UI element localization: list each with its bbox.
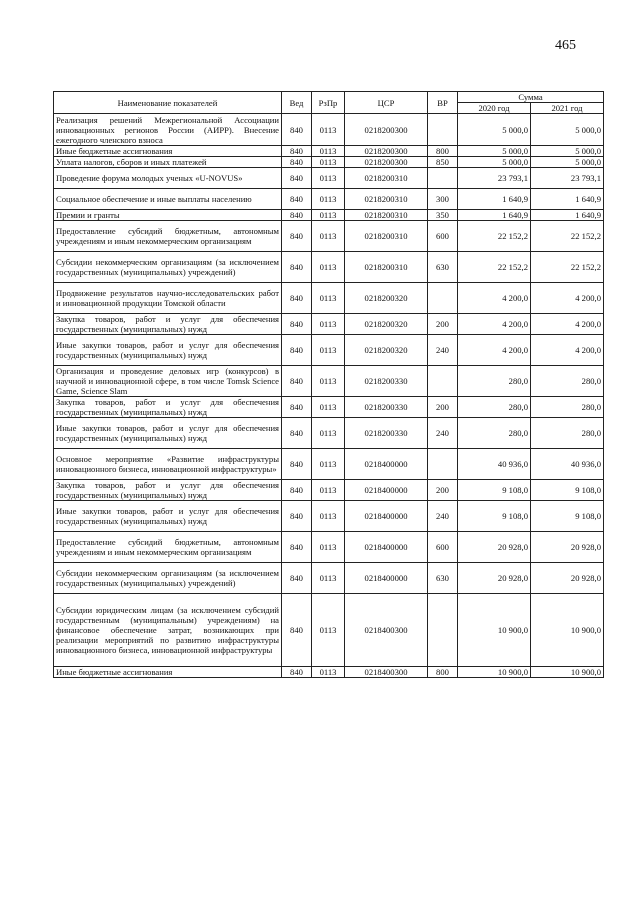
row-amount-2021: 4 200,0: [531, 314, 604, 335]
row-csr: 0218200310: [345, 168, 428, 189]
row-vr: 800: [428, 667, 458, 678]
row-amount-2020: 22 152,2: [458, 221, 531, 252]
row-csr: 0218200320: [345, 283, 428, 314]
row-name: Иные бюджетные ассигнования: [54, 146, 282, 157]
header-year-2020: 2020 год: [458, 103, 531, 114]
row-rzpr: 0113: [312, 168, 345, 189]
row-amount-2020: 23 793,1: [458, 168, 531, 189]
table-row: [54, 114, 604, 146]
row-name: Субсидии юридическим лицам (за исключением субсидий государственным (муниципальным) учреждениям) на финансовое обеспечение затрат, возникающих при реализации мероприятий по развитию инфраструктуры инновационного бизнеса, инновационной инфраструктуры: [54, 594, 282, 667]
row-name: Основное мероприятие «Развитие инфраструктуры инновационного бизнеса, инновационной инфраструктуры»: [54, 449, 282, 480]
row-amount-2021: 5 000,0: [531, 157, 604, 168]
row-name: Предоставление субсидий бюджетным, автономным учреждениям и иным некоммерческим организациям: [54, 221, 282, 252]
row-vr: 630: [428, 563, 458, 594]
row-amount-2020: 4 200,0: [458, 335, 531, 366]
table-row: [54, 283, 604, 314]
row-amount-2021: 10 900,0: [531, 594, 604, 667]
row-csr: 0218400000: [345, 501, 428, 532]
header-ved: Вед: [282, 92, 312, 114]
row-amount-2021: 5 000,0: [531, 146, 604, 157]
row-name: Иные бюджетные ассигнования: [54, 667, 282, 678]
budget-table: [53, 91, 604, 678]
row-ved: 840: [282, 449, 312, 480]
row-ved: 840: [282, 501, 312, 532]
table-row: [54, 563, 604, 594]
row-vr: 240: [428, 501, 458, 532]
row-name: Иные закупки товаров, работ и услуг для обеспечения государственных (муниципальных) нужд: [54, 335, 282, 366]
table-row: [54, 667, 604, 678]
row-amount-2021: 10 900,0: [531, 667, 604, 678]
row-ved: 840: [282, 335, 312, 366]
table-row: [54, 168, 604, 189]
row-rzpr: 0113: [312, 563, 345, 594]
row-csr: 0218200330: [345, 418, 428, 449]
row-ved: 840: [282, 168, 312, 189]
row-amount-2020: 4 200,0: [458, 314, 531, 335]
header-name: Наименование показателей: [54, 92, 282, 114]
row-name: Субсидии некоммерческим организациям (за исключением государственных (муниципальных) учреждений): [54, 252, 282, 283]
row-csr: 0218200310: [345, 210, 428, 221]
table-row: [54, 366, 604, 397]
row-vr: 200: [428, 480, 458, 501]
header-csr: ЦСР: [345, 92, 428, 114]
row-rzpr: 0113: [312, 366, 345, 397]
row-amount-2021: 5 000,0: [531, 114, 604, 146]
row-vr: 200: [428, 314, 458, 335]
row-ved: 840: [282, 252, 312, 283]
table-row: [54, 146, 604, 157]
row-csr: 0218200310: [345, 189, 428, 210]
row-csr: 0218200300: [345, 114, 428, 146]
row-name: Социальное обеспечение и иные выплаты населению: [54, 189, 282, 210]
row-vr: [428, 449, 458, 480]
row-ved: 840: [282, 157, 312, 168]
row-amount-2021: 4 200,0: [531, 283, 604, 314]
row-amount-2020: 1 640,9: [458, 189, 531, 210]
row-amount-2021: 1 640,9: [531, 189, 604, 210]
row-vr: 630: [428, 252, 458, 283]
row-rzpr: 0113: [312, 221, 345, 252]
row-amount-2021: 9 108,0: [531, 501, 604, 532]
row-csr: 0218200330: [345, 366, 428, 397]
header-rzpr: РзПр: [312, 92, 345, 114]
row-vr: 800: [428, 146, 458, 157]
row-rzpr: 0113: [312, 157, 345, 168]
row-name: Закупка товаров, работ и услуг для обеспечения государственных (муниципальных) нужд: [54, 397, 282, 418]
row-ved: 840: [282, 366, 312, 397]
row-amount-2020: 9 108,0: [458, 501, 531, 532]
row-amount-2020: 10 900,0: [458, 594, 531, 667]
table-row: [54, 210, 604, 221]
row-rzpr: 0113: [312, 501, 345, 532]
row-csr: 0218200310: [345, 252, 428, 283]
table-body: [54, 114, 604, 678]
row-ved: 840: [282, 418, 312, 449]
row-vr: 200: [428, 397, 458, 418]
row-amount-2020: 280,0: [458, 397, 531, 418]
row-amount-2020: 280,0: [458, 366, 531, 397]
row-amount-2020: 22 152,2: [458, 252, 531, 283]
row-ved: 840: [282, 283, 312, 314]
row-amount-2021: 280,0: [531, 397, 604, 418]
table-row: [54, 418, 604, 449]
row-amount-2021: 20 928,0: [531, 532, 604, 563]
row-csr: 0218400000: [345, 563, 428, 594]
row-ved: 840: [282, 146, 312, 157]
row-amount-2021: 23 793,1: [531, 168, 604, 189]
row-name: Закупка товаров, работ и услуг для обеспечения государственных (муниципальных) нужд: [54, 314, 282, 335]
table-row: [54, 189, 604, 210]
row-name: Закупка товаров, работ и услуг для обеспечения государственных (муниципальных) нужд: [54, 480, 282, 501]
row-rzpr: 0113: [312, 397, 345, 418]
row-name: Премии и гранты: [54, 210, 282, 221]
row-vr: 600: [428, 221, 458, 252]
row-rzpr: 0113: [312, 146, 345, 157]
row-csr: 0218400000: [345, 532, 428, 563]
row-name: Проведение форума молодых ученых «U-NOVUS»: [54, 168, 282, 189]
row-amount-2021: 9 108,0: [531, 480, 604, 501]
row-amount-2020: 1 640,9: [458, 210, 531, 221]
table-row: [54, 397, 604, 418]
row-csr: 0218400300: [345, 594, 428, 667]
row-rzpr: 0113: [312, 449, 345, 480]
row-amount-2021: 40 936,0: [531, 449, 604, 480]
row-amount-2020: 20 928,0: [458, 563, 531, 594]
row-ved: 840: [282, 210, 312, 221]
row-csr: 0218200330: [345, 397, 428, 418]
row-rzpr: 0113: [312, 667, 345, 678]
table-row: [54, 157, 604, 168]
table-row: [54, 314, 604, 335]
row-amount-2021: 4 200,0: [531, 335, 604, 366]
row-vr: [428, 594, 458, 667]
row-ved: 840: [282, 397, 312, 418]
row-vr: 240: [428, 335, 458, 366]
row-rzpr: 0113: [312, 189, 345, 210]
row-vr: 850: [428, 157, 458, 168]
row-vr: [428, 283, 458, 314]
row-name: Реализация решений Межрегиональной Ассоциации инновационных регионов России (АИРР). Внесение ежегодного членского взноса: [54, 114, 282, 146]
table-row: [54, 501, 604, 532]
table-header: [54, 92, 604, 114]
row-ved: 840: [282, 532, 312, 563]
row-amount-2021: 22 152,2: [531, 252, 604, 283]
row-name: Иные закупки товаров, работ и услуг для обеспечения государственных (муниципальных) нужд: [54, 418, 282, 449]
row-amount-2020: 280,0: [458, 418, 531, 449]
table-row: [54, 221, 604, 252]
row-rzpr: 0113: [312, 252, 345, 283]
table-row: [54, 335, 604, 366]
table-row: [54, 252, 604, 283]
row-ved: 840: [282, 189, 312, 210]
row-rzpr: 0113: [312, 594, 345, 667]
row-vr: 600: [428, 532, 458, 563]
row-ved: 840: [282, 114, 312, 146]
row-csr: 0218200300: [345, 157, 428, 168]
row-ved: 840: [282, 594, 312, 667]
row-vr: [428, 168, 458, 189]
row-amount-2020: 9 108,0: [458, 480, 531, 501]
row-amount-2021: 22 152,2: [531, 221, 604, 252]
row-name: Иные закупки товаров, работ и услуг для обеспечения государственных (муниципальных) нужд: [54, 501, 282, 532]
row-amount-2020: 20 928,0: [458, 532, 531, 563]
row-vr: [428, 114, 458, 146]
row-ved: 840: [282, 221, 312, 252]
row-ved: 840: [282, 480, 312, 501]
page-number: 465: [555, 38, 576, 53]
row-csr: 0218400300: [345, 667, 428, 678]
row-vr: 300: [428, 189, 458, 210]
table-row: [54, 532, 604, 563]
row-csr: 0218200320: [345, 314, 428, 335]
row-name: Субсидии некоммерческим организациям (за исключением государственных (муниципальных) учреждений): [54, 563, 282, 594]
row-name: Предоставление субсидий бюджетным, автономным учреждениям и иным некоммерческим организациям: [54, 532, 282, 563]
row-amount-2021: 1 640,9: [531, 210, 604, 221]
row-amount-2020: 4 200,0: [458, 283, 531, 314]
row-vr: 350: [428, 210, 458, 221]
row-rzpr: 0113: [312, 335, 345, 366]
row-amount-2020: 5 000,0: [458, 157, 531, 168]
row-amount-2020: 40 936,0: [458, 449, 531, 480]
row-name: Продвижение результатов научно-исследовательских работ и инновационной продукции Томской области: [54, 283, 282, 314]
row-amount-2021: 280,0: [531, 366, 604, 397]
row-amount-2021: 20 928,0: [531, 563, 604, 594]
row-csr: 0218200310: [345, 221, 428, 252]
row-rzpr: 0113: [312, 210, 345, 221]
row-ved: 840: [282, 667, 312, 678]
row-csr: 0218400000: [345, 449, 428, 480]
row-csr: 0218400000: [345, 480, 428, 501]
table-row: [54, 594, 604, 667]
row-amount-2020: 5 000,0: [458, 146, 531, 157]
row-csr: 0218200320: [345, 335, 428, 366]
row-name: Организация и проведение деловых игр (конкурсов) в научной и инновационной сфере, в том числе Tomsk Science Game, Science Slam: [54, 366, 282, 397]
row-rzpr: 0113: [312, 283, 345, 314]
table-row: [54, 449, 604, 480]
table-row: [54, 480, 604, 501]
row-amount-2021: 280,0: [531, 418, 604, 449]
row-rzpr: 0113: [312, 418, 345, 449]
row-ved: 840: [282, 563, 312, 594]
row-rzpr: 0113: [312, 314, 345, 335]
row-rzpr: 0113: [312, 532, 345, 563]
row-rzpr: 0113: [312, 480, 345, 501]
row-name: Уплата налогов, сборов и иных платежей: [54, 157, 282, 168]
row-amount-2020: 5 000,0: [458, 114, 531, 146]
header-year-2021: 2021 год: [531, 103, 604, 114]
row-vr: [428, 366, 458, 397]
row-rzpr: 0113: [312, 114, 345, 146]
header-sum: Сумма: [458, 92, 604, 103]
row-vr: 240: [428, 418, 458, 449]
row-ved: 840: [282, 314, 312, 335]
row-csr: 0218200300: [345, 146, 428, 157]
row-amount-2020: 10 900,0: [458, 667, 531, 678]
header-vr: ВР: [428, 92, 458, 114]
